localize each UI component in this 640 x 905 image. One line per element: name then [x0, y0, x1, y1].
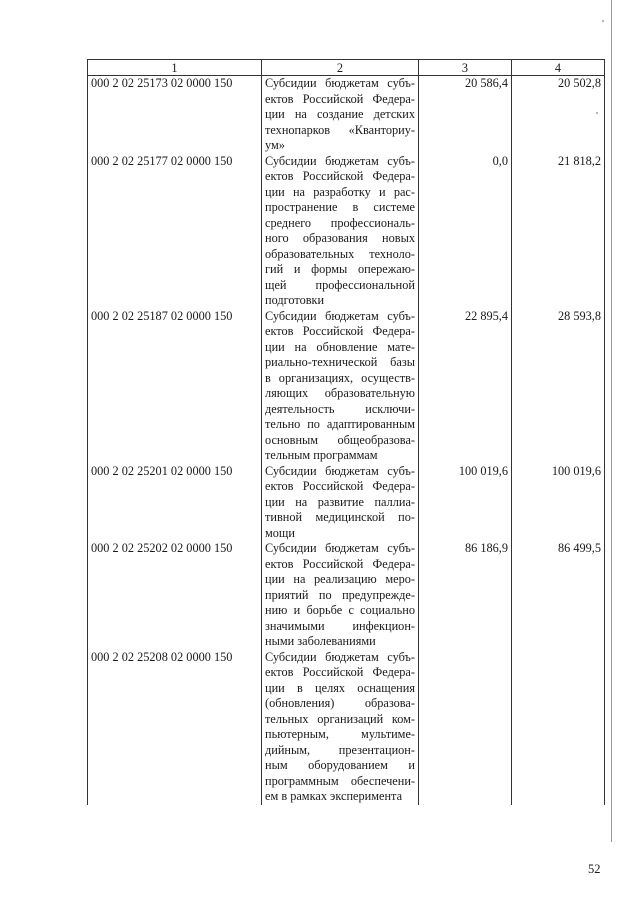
description-line: Субсидии бюджетам субъ- — [265, 463, 415, 478]
description-line: ного образования новых — [265, 231, 415, 245]
budget-code-cell: 000 2 02 25173 02 0000 150 — [88, 76, 262, 154]
description-line: гий и формы опережаю- — [265, 262, 415, 276]
amount-column-3: 86 186,9 — [419, 541, 512, 650]
description-line: ляющих образовательную — [265, 386, 415, 400]
page-number: 52 — [588, 862, 601, 876]
description-line: Субсидии бюджетам субъ- — [265, 541, 415, 555]
table-row — [88, 76, 605, 154]
amount-column-4: 21 818,2 — [512, 154, 605, 309]
description-cell — [262, 464, 419, 542]
table-row — [88, 309, 605, 464]
column-header: 2 — [262, 60, 419, 76]
description-line: Субсидии бюджетам субъ- — [265, 76, 415, 90]
description-line: тельно по адаптированным — [265, 417, 415, 431]
description-cell — [262, 650, 419, 805]
description-line: Субсидии бюджетам субъ- — [265, 308, 415, 323]
table-row — [88, 154, 605, 309]
description-line: ектов Российской Федера- — [265, 556, 415, 571]
description-line: ции на развитие паллиа- — [265, 494, 415, 509]
description-line: тельным программам — [265, 448, 378, 462]
description-line: ум» — [265, 138, 285, 152]
description-line: ем в рамках эксперимента — [265, 789, 403, 803]
description-line: ектов Российской Федера- — [265, 665, 415, 679]
description-line: в организациях, осуществ- — [265, 370, 415, 385]
amount-column-4: 28 593,8 — [512, 309, 605, 464]
column-header: 1 — [88, 60, 262, 76]
description-line: ции в целях оснащения — [265, 680, 415, 695]
column-number-row — [88, 60, 605, 76]
description-line: ным оборудованием и — [265, 758, 415, 772]
amount-column-4: 86 499,5 — [512, 541, 605, 650]
description-line: мощи — [265, 525, 295, 540]
description-line: пьютерным, мультиме- — [265, 727, 415, 741]
description-line: ными заболеваниями — [265, 634, 376, 648]
scan-margin-line — [611, 0, 612, 842]
description-line: риально-технической базы — [265, 355, 415, 369]
amount-column-4: 100 019,6 — [512, 464, 605, 542]
description-line: тивной медицинской по- — [265, 510, 415, 524]
column-header: 3 — [419, 60, 512, 76]
description-line: образовательных техноло- — [265, 246, 415, 261]
description-line: значимыми инфекцион- — [265, 618, 415, 633]
description-cell — [262, 541, 419, 650]
description-line: среднего профессиональ- — [265, 215, 415, 230]
amount-column-4: 20 502,8 — [512, 76, 605, 154]
description-line: пространение в системе — [265, 200, 415, 214]
amount-column-3 — [419, 650, 512, 805]
table-row — [88, 464, 605, 542]
description-line: программным обеспечени- — [265, 773, 415, 788]
column-header: 4 — [512, 60, 605, 76]
table-row — [88, 541, 605, 650]
document-page — [87, 59, 604, 805]
description-cell — [262, 309, 419, 464]
description-line: технопарков «Кванториу- — [265, 122, 415, 137]
budget-code-cell: 000 2 02 25187 02 0000 150 — [88, 309, 262, 464]
description-cell — [262, 76, 419, 154]
amount-column-3: 20 586,4 — [419, 76, 512, 154]
description-line: ции на реализацию меро- — [265, 572, 415, 586]
budget-code-cell: 000 2 02 25208 02 0000 150 — [88, 650, 262, 805]
amount-column-3: 22 895,4 — [419, 309, 512, 464]
description-line: подготовки — [265, 293, 325, 307]
description-line: ектов Российской Федера- — [265, 91, 415, 106]
description-line: Субсидии бюджетам субъ- — [265, 649, 415, 664]
description-line: ции на обновление мате- — [265, 339, 415, 354]
scan-speck — [602, 20, 604, 22]
description-line: ции на создание детских — [265, 107, 415, 121]
description-line: щей профессиональной — [265, 277, 415, 292]
description-line: ектов Российской Федера- — [265, 324, 415, 338]
budget-table — [87, 59, 605, 805]
amount-column-3: 0,0 — [419, 154, 512, 309]
budget-code-cell: 000 2 02 25202 02 0000 150 — [88, 541, 262, 650]
budget-code-cell: 000 2 02 25177 02 0000 150 — [88, 154, 262, 309]
description-line: (обновления) образова- — [265, 696, 415, 710]
description-line: ектов Российской Федера- — [265, 169, 415, 183]
description-line: приятий по предупрежде- — [265, 587, 415, 602]
table-row — [88, 650, 605, 805]
description-line: основным общеобразова- — [265, 432, 415, 447]
description-line: нию и борьбе с социально — [265, 603, 415, 617]
description-line: деятельность исключи- — [265, 401, 415, 416]
description-line: дийным, презентацион- — [265, 742, 415, 757]
amount-column-3: 100 019,6 — [419, 464, 512, 542]
description-line: Субсидии бюджетам субъ- — [265, 153, 415, 168]
description-line: ектов Российской Федера- — [265, 479, 415, 493]
description-line: тельных организаций ком- — [265, 711, 415, 726]
budget-code-cell: 000 2 02 25201 02 0000 150 — [88, 464, 262, 542]
description-line: ции на разработку и рас- — [265, 184, 415, 199]
amount-column-4 — [512, 650, 605, 805]
description-cell — [262, 154, 419, 309]
